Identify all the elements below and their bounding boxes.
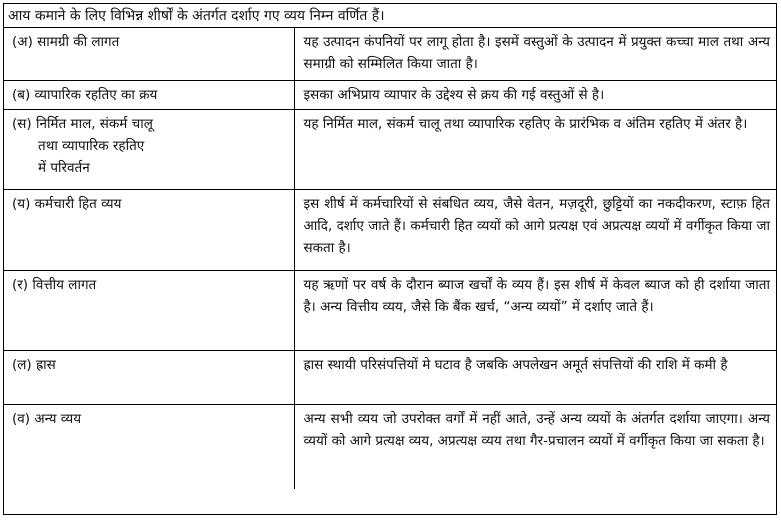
heading-line: (ब) व्यापारिक रहतिए का क्रय [12,86,158,103]
heading-line: (व) अन्य व्यय [12,410,82,427]
table-row [4,28,776,80]
row-heading [4,350,294,404]
row-description: यह निर्मित माल, संकर्म चालू तथा व्यापारिक रहतिए के प्रारंभिक व अंतिम रहतिए में अंतर है। [294,109,776,189]
row-heading [4,270,294,350]
heading-line: (स) निर्मित माल, संकर्म चालू [12,115,153,132]
heading-line: (अ) सामग्री की लागत [12,34,120,50]
row-heading [4,404,294,489]
expense-table-frame [3,3,777,515]
row-heading [4,189,294,270]
row-description: अन्य सभी व्यय जो उपरोक्त वर्गों में नहीं आते, उन्हें अन्य व्ययों के अंतर्गत दर्शाया जाएगा। अन्य व्ययों को आगे प्रत्यक्ष व्यय, अप्रत्यक्ष व्यय तथा गैर-प्रचालन व्ययों में वर्गीकृत किया जा सकता है। [294,404,776,489]
intro-text: आय कमाने के लिए विभिन्न शीर्षों के अंतर्गत दर्शाए गए व्यय निम्न वर्णित हैं। [4,4,776,28]
row-description: इस शीर्ष में कर्मचारियों से संबधित व्यय, जैसे वेतन, मज़दूरी, छुट्टियों का नकदीकरण, स्टाफ़ हित आदि, दर्शाए जाते हैं। कर्मचारी हित व्ययों को आगे प्रत्यक्ष एवं अप्रत्यक्ष व्ययों में वर्गीकृत किया जा सकता है। [294,189,776,270]
table-row [4,109,776,189]
heading-line: (ल) ह्रास [12,356,56,373]
row-heading [4,80,294,109]
heading-line: में परिवर्तन [38,159,90,176]
row-heading [4,109,294,189]
table-row [4,270,776,350]
row-description: इसका अभिप्राय व्यापार के उद्देश्य से क्रय की गई वस्तुओं से है। [294,80,776,109]
heading-line: (र) वित्तीय लागत [12,276,97,293]
table-row [4,350,776,404]
row-heading [4,28,294,80]
heading-line: तथा व्यापारिक रहतिए [38,137,145,154]
table-row [4,189,776,270]
table-row [4,404,776,489]
expense-table [4,28,776,489]
row-description: यह उत्पादन कंपनियों पर लागू होता है। इसमें वस्तुओं के उत्पादन में प्रयुक्त कच्चा माल तथा अन्य समाग्री को सम्मिलित किया जाता है। [303,34,770,72]
heading-line: (य) कर्मचारी हित व्यय [12,195,122,212]
table-row [4,80,776,109]
row-description: यह ऋणों पर वर्ष के दौरान ब्याज खर्चों के व्यय हैं। इस शीर्ष में केवल ब्याज को ही दर्शाया जाता है। अन्य वित्तीय व्यय, जैसे कि बैंक खर्च, “अन्य व्ययों” में दर्शाए जाते हैं। [294,270,776,350]
row-description: ह्रास स्थायी परिसंपत्तियों मे घटाव है जबकि अपलेखन अमूर्त संपत्तियों की राशि में कमी है [294,350,776,404]
